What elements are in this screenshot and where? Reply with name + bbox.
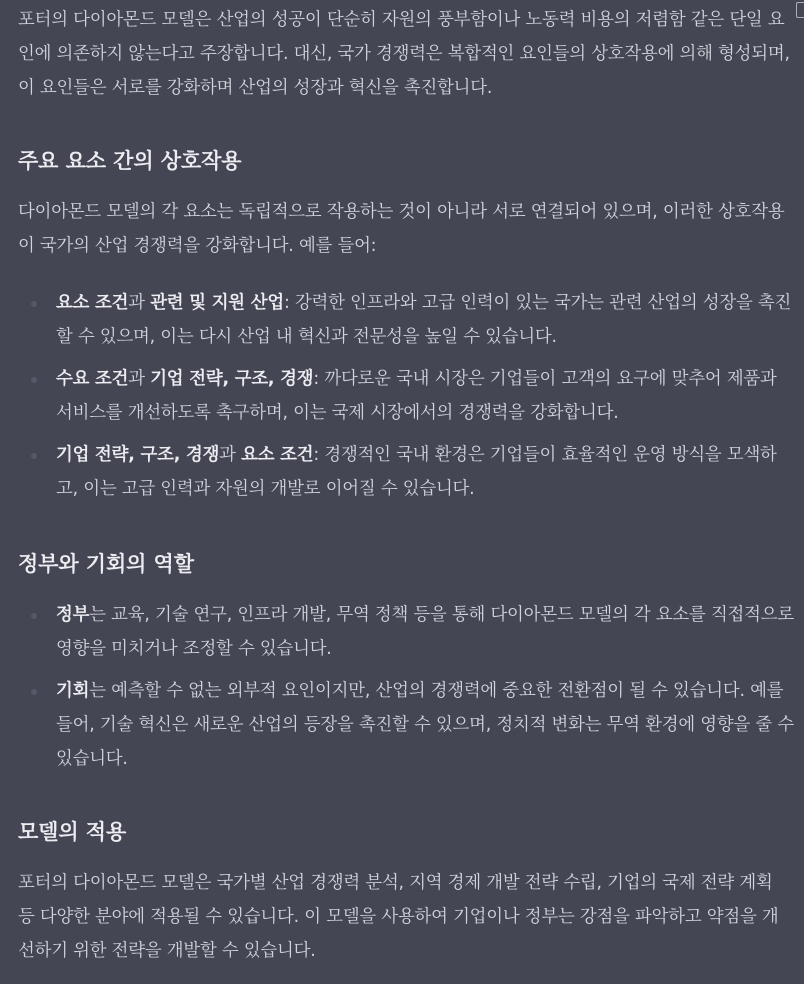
item-text: 는 교육, 기술 연구, 인프라 개발, 무역 정책 등을 통해 다이아몬드 모델의 각 요소를 직접적으로 영향을 미치거나 조정할 수 있습니다. xyxy=(56,605,794,659)
list-item xyxy=(18,362,794,430)
list-item xyxy=(18,674,794,776)
section-heading-government: 정부와 기회의 역할 xyxy=(18,552,194,576)
list-item xyxy=(18,598,794,666)
list-item xyxy=(18,438,794,506)
term: 수요 조건 xyxy=(56,369,129,389)
conjunction: 과 xyxy=(128,293,151,313)
government-list xyxy=(18,598,794,784)
list-item xyxy=(18,286,794,354)
conjunction: 과 xyxy=(128,369,151,389)
term: 정부 xyxy=(56,605,90,625)
interaction-paragraph: 다이아몬드 모델의 각 요소는 독립적으로 작용하는 것이 아니라 서로 연결되어 있으며, 이러한 상호작용이 국가의 산업 경쟁력을 강화합니다. 예를 들어: xyxy=(18,202,785,256)
term: 기업 전략, 구조, 경쟁 xyxy=(150,369,314,389)
term: 관련 및 지원 산업 xyxy=(150,293,284,313)
term: 요소 조건 xyxy=(241,445,314,465)
intro-paragraph: 포터의 다이아몬드 모델은 산업의 성공이 단순히 자원의 풍부함이나 노동력 비용의 저렴함 같은 단일 요인에 의존하지 않는다고 주장합니다. 대신, 국가 경쟁력은 복합적인 요인들의 상호작용에 의해 형성되며, 이 요인들은 서로를 강화하며 산업의 성장과 혁신을 촉진합니다. xyxy=(18,10,790,98)
item-text: : 까다로운 국내 시장은 기업들이 고객의 요구에 맞추어 제품과 서비스를 개선하도록 촉구하며, 이는 국제 시장에서의 경쟁력을 강화합니다. xyxy=(56,369,777,423)
term: 기업 전략, 구조, 경쟁 xyxy=(56,445,220,465)
interaction-list xyxy=(18,286,794,514)
section-heading-application: 모델의 적용 xyxy=(18,820,127,844)
application-paragraph: 포터의 다이아몬드 모델은 국가별 산업 경쟁력 분석, 지역 경제 개발 전략 수립, 기업의 국제 전략 계획 등 다양한 분야에 적용될 수 있습니다. 이 모델을 사용하여 기업이나 정부는 강점을 파악하고 약점을 개선하기 위한 전략을 개발할 수 있습니다. xyxy=(18,873,779,961)
conjunction: 과 xyxy=(219,445,242,465)
term: 요소 조건 xyxy=(56,293,129,313)
item-text: : 경쟁적인 국내 환경은 기업들이 효율적인 운영 방식을 모색하고, 이는 고급 인력과 자원의 개발로 이어질 수 있습니다. xyxy=(56,445,777,499)
term: 기회 xyxy=(56,681,90,701)
item-text: : 강력한 인프라와 고급 인력이 있는 국가는 관련 산업의 성장을 촉진할 수 있으며, 이는 다시 산업 내 혁신과 전문성을 높일 수 있습니다. xyxy=(56,293,792,347)
section-heading-interaction: 주요 요소 간의 상호작용 xyxy=(18,149,242,173)
item-text: 는 예측할 수 없는 외부적 요인이지만, 산업의 경쟁력에 중요한 전환점이 될 수 있습니다. 예를 들어, 기술 혁신은 새로운 산업의 등장을 촉진할 수 있으며, 정치적 변화는 무역 환경에 영향을 줄 수 있습니다. xyxy=(56,681,794,769)
copy-icon[interactable] xyxy=(796,2,804,18)
